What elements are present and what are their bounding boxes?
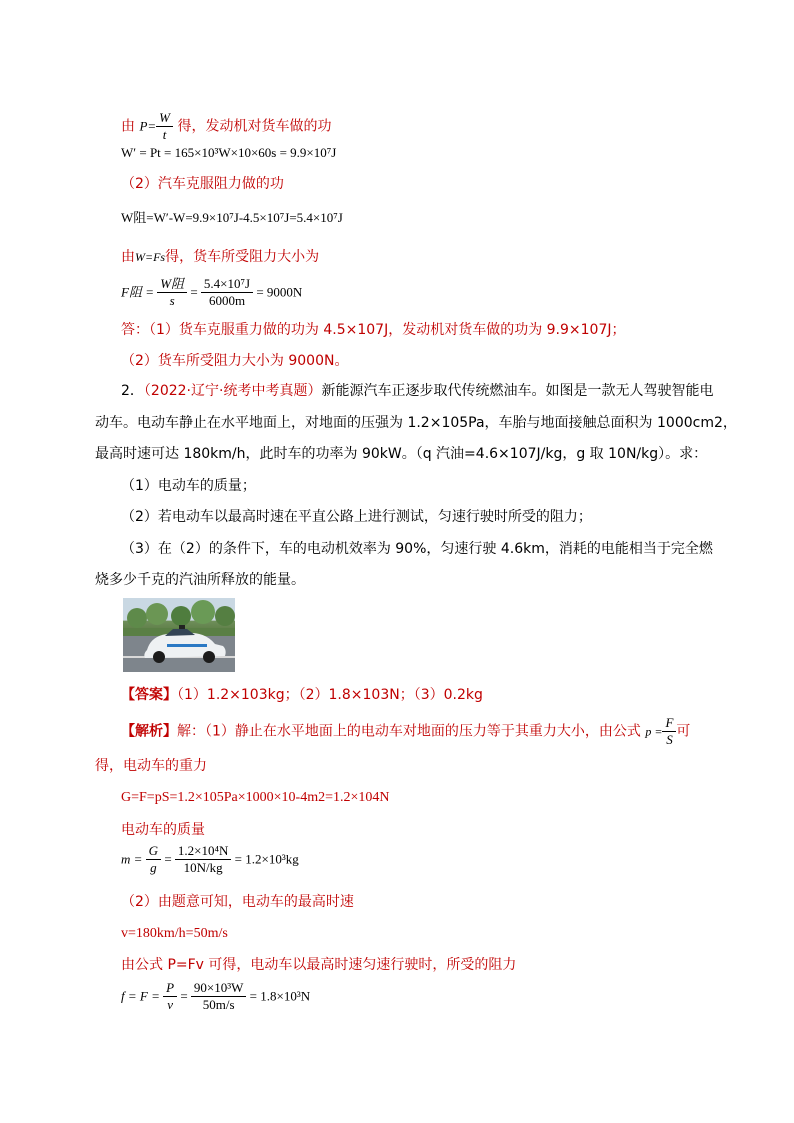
- fraction-denominator: 10N/kg: [183, 860, 223, 875]
- fraction-f-over-s: [662, 715, 676, 748]
- analysis-line-1: [121, 715, 690, 755]
- line-power-formula: [121, 110, 331, 144]
- formula-lhs: p =: [645, 724, 663, 739]
- fraction-g-over-g: [146, 843, 161, 876]
- equation-mass: [121, 843, 299, 881]
- equals-sign: =: [190, 284, 198, 300]
- fraction-numerator: 5.4×10⁷J: [201, 276, 253, 293]
- formula-w-fs: W=Fs: [135, 250, 166, 264]
- equation-resistance-work: W阻=W′-W=9.9×10⁷J-4.5×10⁷J=5.4×10⁷J: [121, 210, 343, 225]
- text-suffix: 得，货车所受阻力大小为: [165, 249, 320, 265]
- fraction-numerator: F: [662, 715, 676, 732]
- text-suffix: 得，发动机对货车做的功: [177, 118, 332, 135]
- text-suffix: 可: [676, 723, 691, 740]
- equation-result: = 9000N: [256, 284, 303, 300]
- equation-resistance: [121, 980, 310, 1018]
- equation-work-engine: W′ = Pt = 165×10³W×10×60s = 9.9×10⁷J: [121, 145, 337, 160]
- question-item-3-line-2: 烧多少千克的汽油所释放的能量。: [95, 572, 305, 588]
- question-2-line-2: 动车。电动车静止在水平地面上，对地面的压强为 1.2×105Pa，车胎与地面接触总面积为 1000cm2，: [95, 415, 737, 431]
- analysis-line-2: 得，电动车的重力: [95, 758, 207, 774]
- equals-sign: =: [164, 851, 172, 867]
- question-item-1: （1）电动车的质量；: [121, 478, 256, 494]
- text-prefix: 由: [121, 118, 135, 135]
- fraction-numerator: G: [146, 843, 161, 860]
- answer-tag: 【答案】: [121, 687, 177, 703]
- step-2-heading: （2）汽车克服阻力做的功: [121, 176, 284, 192]
- fraction-numerator: P: [163, 980, 177, 997]
- question-source: （2022·辽宁·统考中考真题）: [143, 383, 322, 399]
- equation-resistance-force: [121, 276, 302, 314]
- fraction-work-over-distance: [157, 276, 187, 309]
- answer-line: [121, 685, 483, 705]
- fraction-numerator: 1.2×10⁴N: [175, 843, 232, 860]
- answer-summary-2: （2）货车所受阻力大小为 9000N。: [121, 353, 349, 369]
- analysis-mass-heading: 电动车的质量: [121, 822, 205, 838]
- fraction-p-over-v: [163, 980, 177, 1013]
- fraction-denominator: t: [162, 127, 167, 142]
- fraction-denominator: v: [167, 997, 173, 1012]
- equals-sign: =: [180, 988, 188, 1004]
- question-number: 2．: [121, 383, 144, 399]
- analysis-resistance-heading: 由公式 P=Fv 可得，电动车以最高时速匀速行驶时，所受的阻力: [121, 957, 517, 973]
- fraction-numerator: 90×10³W: [191, 980, 247, 997]
- fraction-numerator: W: [156, 110, 173, 127]
- fraction-denominator: S: [666, 732, 673, 747]
- question-item-3-line-1: （3）在（2）的条件下，车的电动机效率为 90%，匀速行驶 4.6km，消耗的电能相当于完全燃: [121, 541, 713, 557]
- equation-lhs: f = F =: [121, 988, 160, 1004]
- analysis-tag: 【解析】: [121, 723, 177, 740]
- fraction-denominator: s: [169, 293, 175, 308]
- question-text: 新能源汽车正逐步取代传统燃油车。如图是一款无人驾驶智能电: [321, 383, 714, 399]
- question-item-2: （2）若电动车以最高时速在平直公路上进行测试，匀速行驶时所受的阻力；: [121, 509, 592, 525]
- question-2-line-3: 最高时速可达 180km/h，此时车的功率为 90kW。（q 汽油=4.6×107J/kg，g 取 10N/kg）。求：: [95, 446, 708, 462]
- fraction-denominator: 6000m: [208, 293, 246, 308]
- fraction-values: [201, 276, 253, 309]
- electric-car-photo: [123, 598, 235, 672]
- formula-lhs: P=: [139, 118, 157, 134]
- equation-result: = 1.8×10³N: [249, 988, 311, 1004]
- equation-velocity: v=180km/h=50m/s: [121, 926, 228, 941]
- question-2-line-1: [121, 381, 713, 401]
- fraction-numerator: W阻: [157, 276, 187, 293]
- fraction-values: [175, 843, 232, 876]
- car-illustration: [123, 598, 235, 672]
- fraction-w-over-t: [156, 110, 173, 143]
- fraction-values: [191, 980, 247, 1013]
- line-work-formula: [121, 247, 319, 267]
- fraction-denominator: g: [150, 860, 157, 875]
- analysis-text: 解：（1）静止在水平地面上的电动车对地面的压力等于其重力大小，由公式: [177, 723, 641, 740]
- fraction-denominator: 50m/s: [202, 997, 235, 1012]
- answer-text: （1）1.2×103kg；（2）1.8×103N；（3）0.2kg: [177, 687, 483, 703]
- equation-result: = 1.2×10³kg: [234, 851, 299, 867]
- analysis-step-2-heading: （2）由题意可知，电动车的最高时速: [121, 894, 354, 910]
- equation-lhs: F阻 =: [121, 284, 154, 300]
- equation-gravity: G=F=pS=1.2×105Pa×1000×10-4m2=1.2×104N: [121, 790, 390, 805]
- equation-lhs: m =: [121, 851, 143, 867]
- text-prefix: 由: [121, 249, 135, 265]
- answer-summary-1: 答：（1）货车克服重力做的功为 4.5×107J，发动机对货车做的功为 9.9×107J；: [121, 322, 626, 338]
